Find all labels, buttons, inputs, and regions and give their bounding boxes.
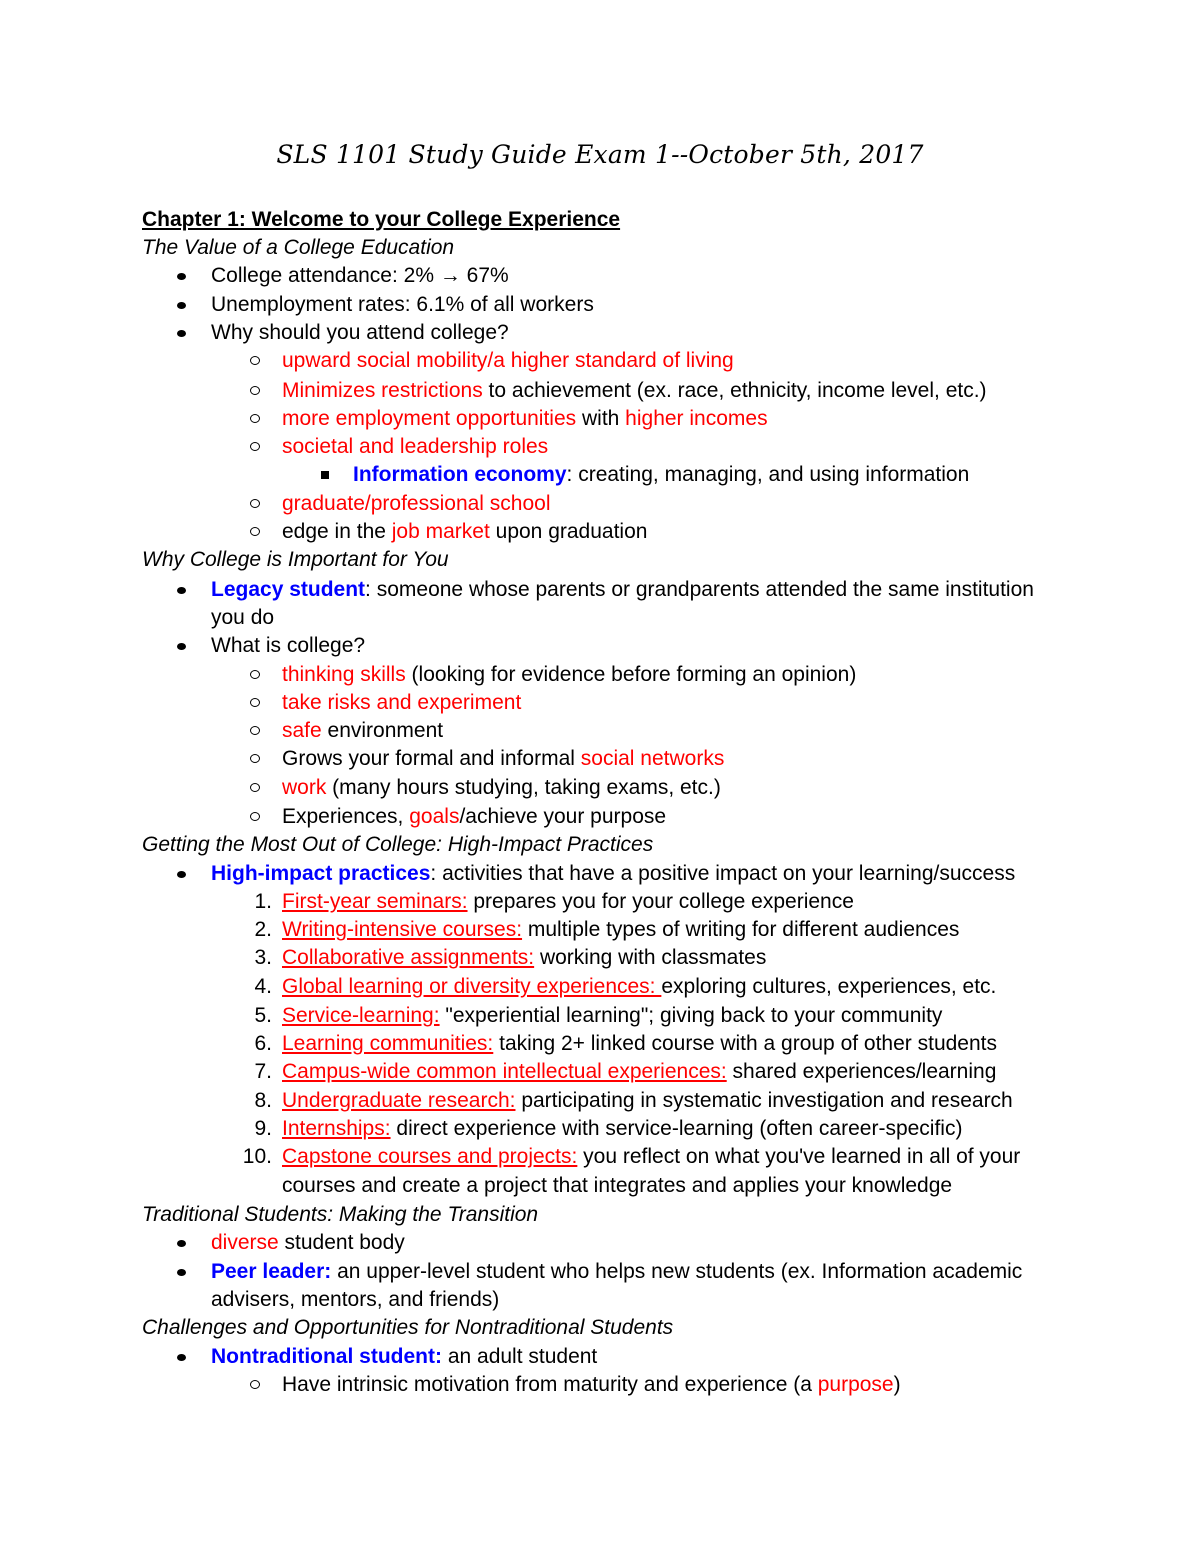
circle-bullet-icon (250, 1380, 260, 1389)
chapter-heading: Chapter 1: Welcome to your College Experience (142, 208, 621, 231)
document-title: SLS 1101 Study Guide Exam 1--October 5th, 2017 (276, 140, 924, 169)
section-heading: Getting the Most Out of College: High-Impact Practices (142, 833, 654, 856)
circle-bullet-icon (250, 812, 260, 821)
list-item: thinking skills (looking for evidence before forming an opinion) (0, 661, 1200, 689)
list-item: Why should you attend college? (0, 319, 1200, 347)
bullet-icon (177, 587, 186, 594)
numbered-item: 1. First-year seminars: prepares you for your college experience (254, 890, 854, 913)
numbered-item: 7. Campus-wide common intellectual experiences: shared experiences/learning (254, 1060, 997, 1083)
list-item: edge in the job market upon graduation (0, 518, 1200, 546)
section-heading: Traditional Students: Making the Transition (142, 1203, 539, 1226)
circle-bullet-icon (250, 414, 260, 423)
circle-bullet-icon (250, 783, 260, 792)
list-item: work (many hours studying, taking exams, etc.) (0, 774, 1200, 802)
numbered-item: 5. Service-learning: "experiential learning"; giving back to your community (254, 1004, 943, 1027)
list-item: Peer leader: an upper-level student who helps new students (ex. Information academic (0, 1258, 1200, 1286)
list-item: Legacy student: someone whose parents or grandparents attended the same institution (0, 576, 1200, 604)
bullet-icon (177, 273, 186, 280)
list-item: safe environment (0, 717, 1200, 745)
list-item: Unemployment rates: 6.1% of all workers (0, 291, 1200, 319)
numbered-item-continuation: courses and create a project that integrates and applies your knowledge (282, 1174, 953, 1197)
bullet-icon (177, 1240, 186, 1247)
list-item: College attendance: 2% → 67% (0, 262, 1200, 290)
list-item: take risks and experiment (0, 689, 1200, 717)
circle-bullet-icon (250, 698, 260, 707)
section-heading: Challenges and Opportunities for Nontraditional Students (142, 1316, 674, 1339)
list-item: What is college? (0, 632, 1200, 660)
section-heading: Why College is Important for You (142, 548, 449, 571)
list-item: Nontraditional student: an adult student (0, 1343, 1200, 1371)
list-item: Minimizes restrictions to achievement (ex. race, ethnicity, income level, etc.) (0, 377, 1200, 405)
list-item-continuation: advisers, mentors, and friends) (211, 1288, 500, 1311)
bullet-icon (177, 1354, 186, 1361)
list-item: Have intrinsic motivation from maturity and experience (a purpose) (0, 1371, 1200, 1399)
circle-bullet-icon (250, 670, 260, 679)
list-item: upward social mobility/a higher standard of living (0, 347, 1200, 375)
list-item-continuation: you do (211, 606, 275, 629)
circle-bullet-icon (250, 754, 260, 763)
list-item: Information economy: creating, managing, and using information (0, 461, 1200, 489)
circle-bullet-icon (250, 442, 260, 451)
list-item: High-impact practices: activities that have a positive impact on your learning/success (0, 860, 1200, 888)
circle-bullet-icon (250, 726, 260, 735)
numbered-item: 9. Internships: direct experience with service-learning (often career-specific) (254, 1117, 963, 1140)
bullet-icon (177, 302, 186, 309)
square-bullet-icon (321, 471, 329, 479)
numbered-item: 8. Undergraduate research: participating in systematic investigation and research (254, 1089, 1013, 1112)
list-item: more employment opportunities with higher incomes (0, 405, 1200, 433)
circle-bullet-icon (250, 386, 260, 395)
bullet-icon (177, 871, 186, 878)
list-item: Grows your formal and informal social networks (0, 745, 1200, 773)
bullet-icon (177, 643, 186, 650)
list-item: diverse student body (0, 1229, 1200, 1257)
numbered-item: 2. Writing-intensive courses: multiple types of writing for different audiences (254, 918, 960, 941)
numbered-item: 4. Global learning or diversity experiences: exploring cultures, experiences, etc. (254, 975, 997, 998)
numbered-item: 6. Learning communities: taking 2+ linked course with a group of other students (254, 1032, 998, 1055)
circle-bullet-icon (250, 527, 260, 536)
list-item: graduate/professional school (0, 490, 1200, 518)
numbered-item: 10. Capstone courses and projects: you reflect on what you've learned in all of your (242, 1145, 1021, 1168)
circle-bullet-icon (250, 356, 260, 365)
bullet-icon (177, 330, 186, 337)
list-item: societal and leadership roles (0, 433, 1200, 461)
section-heading: The Value of a College Education (142, 236, 455, 259)
list-item: Experiences, goals/achieve your purpose (0, 803, 1200, 831)
numbered-item: 3. Collaborative assignments: working with classmates (254, 946, 767, 969)
circle-bullet-icon (250, 499, 260, 508)
bullet-icon (177, 1269, 186, 1276)
